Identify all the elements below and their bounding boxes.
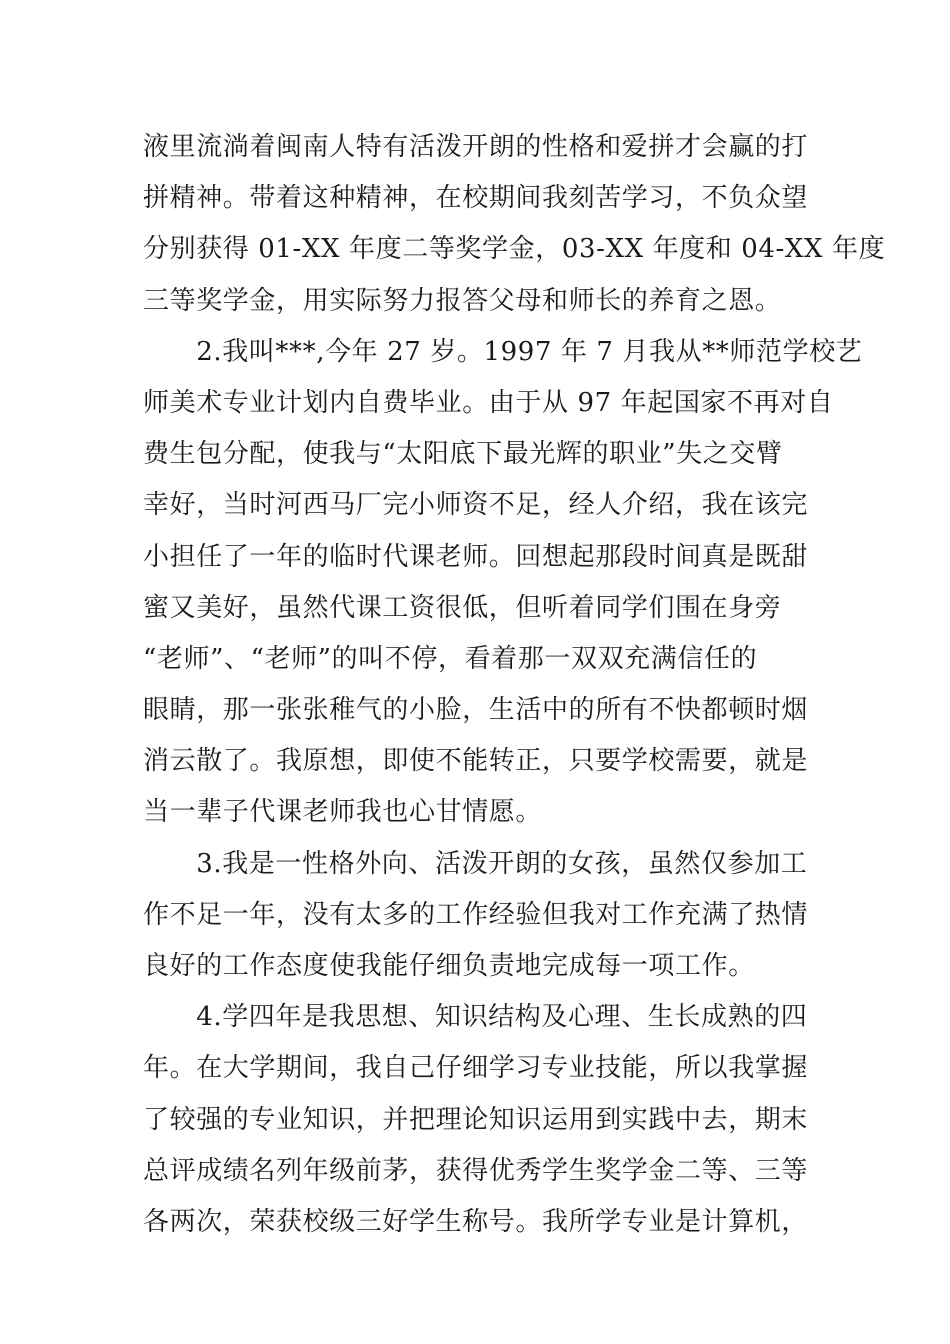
text-line: 2.我叫***,今年 27 岁。1997 年 7 月我从**师范学校艺 — [143, 336, 863, 367]
text-line: 3.我是一性格外向、活泼开朗的女孩，虽然仅参加工 — [143, 848, 808, 879]
text-line: 年。在大学期间，我自己仔细学习专业技能，所以我掌握 — [143, 1053, 809, 1084]
paragraph-2 — [143, 332, 863, 844]
text-line: 总评成绩名列年级前茅，获得优秀学生奖学金二等、三等 — [143, 1155, 809, 1186]
paragraph-1 — [143, 127, 886, 332]
paragraph-3 — [143, 844, 813, 998]
text-line: 4.学四年是我思想、知识结构及心理、生长成熟的四 — [143, 1002, 808, 1033]
text-line: 费生包分配，使我与“太阳底下最光辉的职业”失之交臂 — [143, 439, 783, 470]
text-line: 当一辈子代课老师我也心甘情愿。 — [143, 797, 543, 828]
text-line: 师美术专业计划内自费毕业。由于从 97 年起国家不再对自 — [143, 387, 834, 418]
text-line: 消云散了。我原想，即使不能转正，只要学校需要，就是 — [143, 746, 809, 777]
text-line: 分别获得 01-XX 年度二等奖学金，03-XX 年度和 04-XX 年度 — [143, 234, 886, 265]
text-line: 良好的工作态度使我能仔细负责地完成每一项工作。 — [143, 951, 755, 981]
text-line: 拼精神。带着这种精神，在校期间我刻苦学习，不负众望 — [143, 183, 809, 214]
text-line: 小担任了一年的临时代课老师。回想起那段时间真是既甜 — [143, 541, 809, 572]
text-line: 作不足一年，没有太多的工作经验但我对工作充满了热情 — [143, 899, 809, 930]
text-line: 三等奖学金，用实际努力报答父母和师长的养育之恩。 — [143, 285, 782, 316]
text-line: 各两次，荣获校级三好学生称号。我所学专业是计算机， — [143, 1206, 809, 1237]
text-line: 了较强的专业知识，并把理论知识运用到实践中去，期末 — [143, 1104, 809, 1135]
text-line: 眼睛，那一张张稚气的小脸，生活中的所有不快都顿时烟 — [143, 695, 809, 726]
text-line: 幸好，当时河西马厂完小师资不足，经人介绍，我在该完 — [143, 490, 809, 521]
text-line: “老师”、“老师”的叫不停，看着那一双双充满信任的 — [143, 643, 758, 674]
document-body — [143, 127, 886, 1253]
text-line: 蜜又美好，虽然代课工资很低，但听着同学们围在身旁 — [143, 592, 782, 623]
paragraph-4 — [143, 997, 813, 1253]
text-line: 液里流淌着闽南人特有活泼开朗的性格和爱拼才会赢的打 — [143, 132, 809, 162]
